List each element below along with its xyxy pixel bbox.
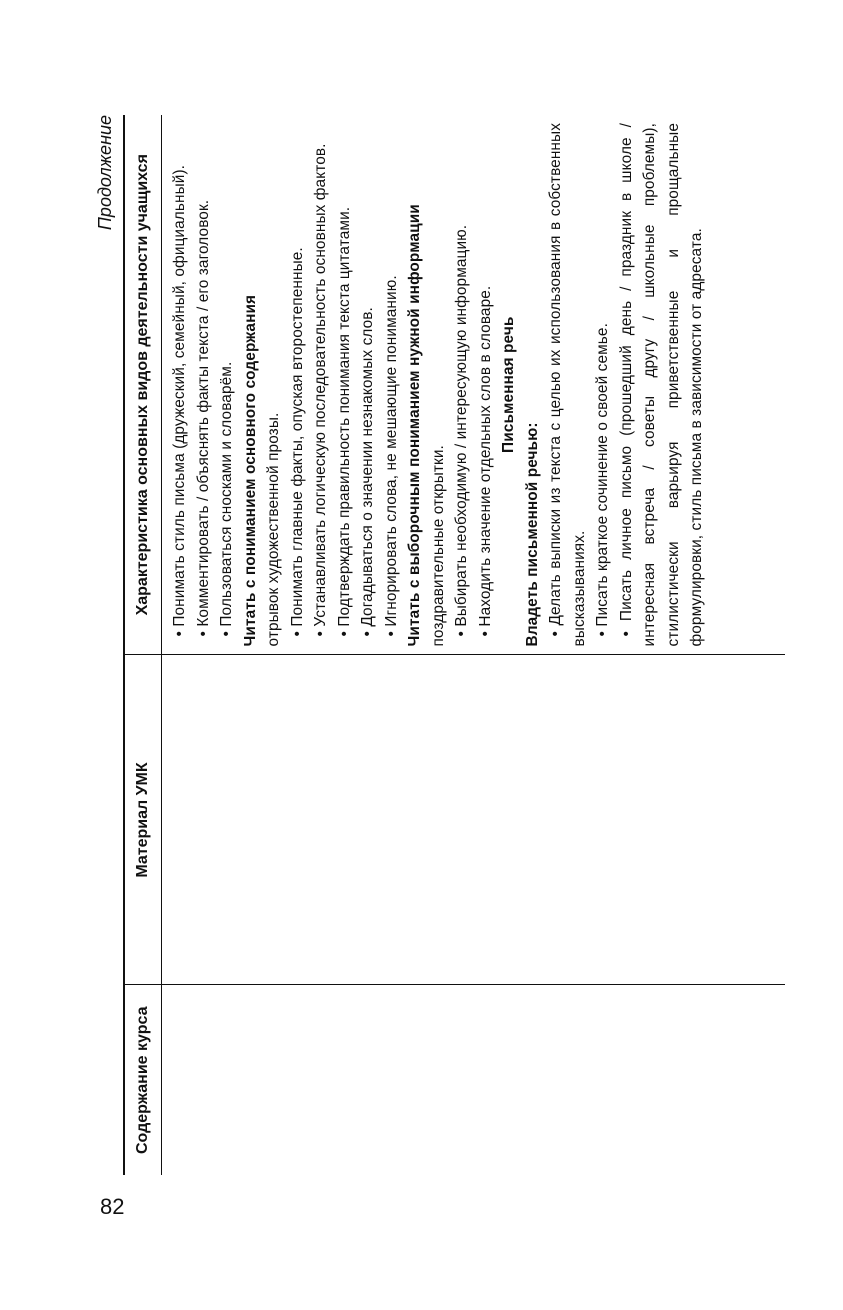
section-heading: Читать с выборочным пониманием нужной информации [406, 204, 423, 647]
table-row [162, 115, 786, 1175]
section-title: Письменная речь [500, 316, 517, 453]
header-course-content: Содержание курса [124, 985, 162, 1175]
list-item: • Выбирать необходимую / интересующую информацию. [453, 224, 470, 637]
section-text: отрывок художественной прозы. [265, 412, 282, 647]
header-umk-material: Материал УМК [124, 655, 162, 985]
list-item: • Понимать главные факты, опуская второстепенные. [288, 247, 306, 637]
course-table [123, 115, 785, 1175]
list-item: • Находить значение отдельных слов в словаре. [476, 285, 494, 637]
rotated-table-container [95, 115, 785, 1175]
header-activity-characteristics: Характеристика основных видов деятельности учащихся [124, 115, 162, 655]
list-item: • Подтверждать правильность понимания текста цитатами. [335, 206, 353, 637]
section-heading: Читать с пониманием основного содержания [241, 294, 259, 647]
list-item: • Понимать стиль письма (дружеский, семейный, официальный). [171, 164, 188, 637]
continuation-label: Продолжение [95, 115, 115, 231]
list-item: • Устанавливать логическую последовательность основных фактов. [312, 143, 329, 637]
header-row [124, 115, 162, 1175]
list-item: • Догадываться о значении незнакомых слов. [359, 307, 376, 637]
activity-cell [162, 115, 786, 655]
list-item: • Делать выписки из текста с целью их использования в собственных высказываниях. [547, 123, 588, 647]
section-heading: Владеть письменной речью: [523, 422, 541, 647]
list-item: • Игнорировать слова, не мешающие пониманию. [382, 275, 400, 637]
list-item: • Пользоваться сносками и словарём. [218, 361, 235, 637]
list-item: • Писать личное письмо (прошедший день / праздник в школе / интересная встреча / советы другу / школьные проблемы), стилистически варьируя приветственные и прощальные формулировки, стиль письма в зависимости от адресата. [617, 123, 705, 647]
course-content-cell [162, 985, 786, 1175]
section-text: поздравительные открытки. [429, 445, 447, 647]
list-item: • Комментировать / объяснять факты текста / его заголовок. [194, 199, 212, 637]
page-number: 82 [100, 1194, 125, 1219]
list-item: • Писать краткое сочинение о своей семье. [594, 323, 611, 637]
umk-material-cell [162, 655, 786, 985]
activity-content [168, 123, 709, 647]
